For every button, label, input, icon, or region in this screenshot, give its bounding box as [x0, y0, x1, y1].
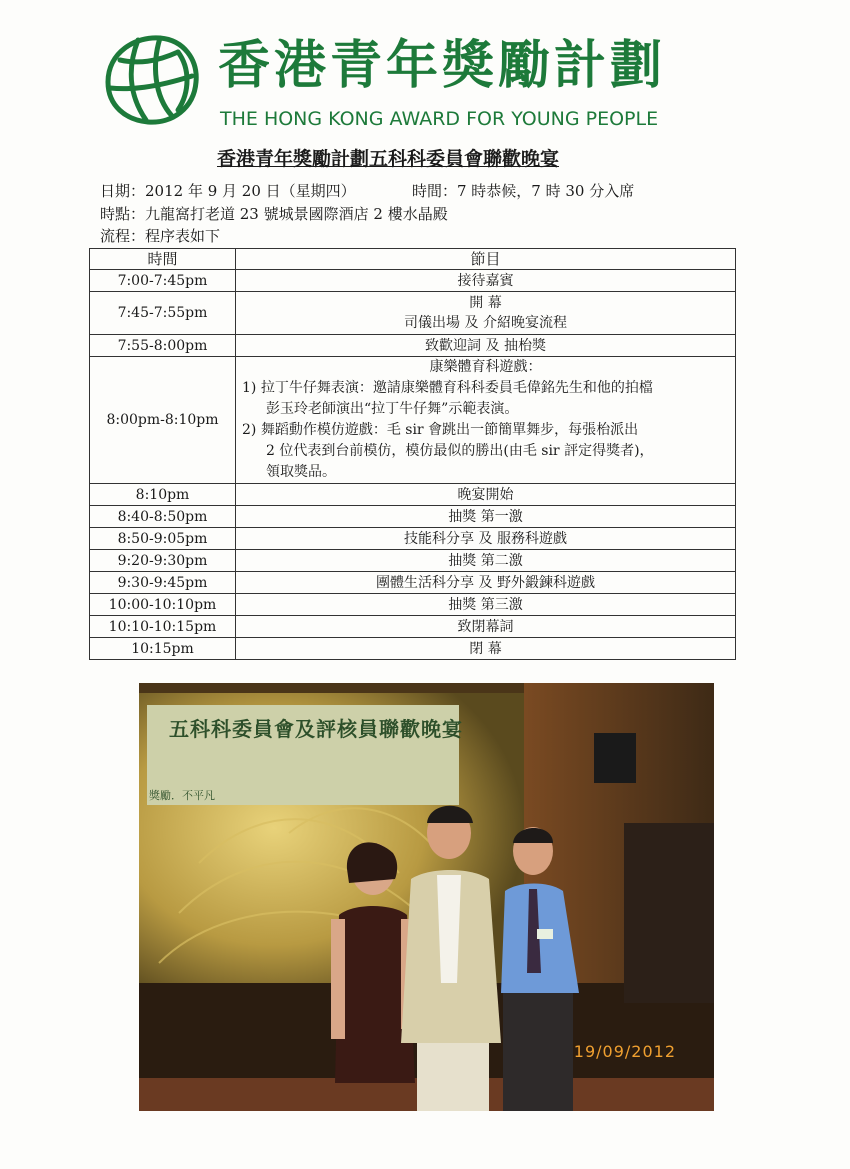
table-row [90, 270, 736, 292]
header-item: 節目 [236, 249, 736, 270]
table-row [90, 550, 736, 572]
item-line: 1) 拉丁牛仔舞表演：邀請康樂體育科科委員毛偉銘先生和他的拍檔 [242, 380, 653, 396]
item-cell: 抽獎 第二激 [236, 550, 736, 572]
event-photo [139, 683, 714, 1111]
item-line: 開 幕 [469, 295, 502, 311]
document-title: 香港青年獎勵計劃五科科委員會聯歡晚宴 [217, 148, 560, 170]
banner-slogan: 獎勵．不平凡 [149, 789, 215, 802]
table-row [90, 506, 736, 528]
table-row [90, 616, 736, 638]
time-cell: 7:00-7:45pm [90, 270, 236, 292]
item-cell: 接待嘉賓 [236, 270, 736, 292]
table-row [90, 594, 736, 616]
time-cell: 9:20-9:30pm [90, 550, 236, 572]
table-row [90, 357, 736, 484]
item-cell: 晚宴開始 [236, 484, 736, 506]
table-row [90, 572, 736, 594]
table-row [90, 528, 736, 550]
org-name-chinese: 香港青年獎勵計劃 [218, 36, 667, 96]
event-time: 時間：7 時恭候，7 時 30 分入席 [412, 182, 635, 200]
item-cell [236, 292, 736, 335]
time-cell: 10:15pm [90, 638, 236, 660]
time-cell: 7:45-7:55pm [90, 292, 236, 335]
item-line: 司儀出場 及 介紹晚宴流程 [404, 315, 567, 331]
time-cell: 8:10pm [90, 484, 236, 506]
program-intro: 流程：程序表如下 [100, 227, 221, 245]
time-cell: 10:00-10:10pm [90, 594, 236, 616]
photo-date-stamp: 19/09/2012 [573, 1042, 676, 1061]
time-cell: 7:55-8:00pm [90, 335, 236, 357]
time-cell: 10:10-10:15pm [90, 616, 236, 638]
table-row [90, 638, 736, 660]
time-cell: 8:50-9:05pm [90, 528, 236, 550]
schedule-table [89, 248, 736, 660]
time-cell: 8:40-8:50pm [90, 506, 236, 528]
item-line: 領取獎品。 [266, 464, 336, 480]
item-cell [236, 357, 736, 484]
item-cell: 閉 幕 [236, 638, 736, 660]
globe-logo-icon [98, 30, 202, 128]
item-line: 彭玉玲老師演出“拉丁牛仔舞”示範表演。 [266, 401, 519, 417]
table-row [90, 335, 736, 357]
item-cell: 抽獎 第一激 [236, 506, 736, 528]
event-date: 日期：2012 年 9 月 20 日（星期四） [100, 182, 356, 200]
item-cell: 致歡迎詞 及 抽枱獎 [236, 335, 736, 357]
item-cell: 致閉幕詞 [236, 616, 736, 638]
table-row [90, 484, 736, 506]
org-name-english: THE HONG KONG AWARD FOR YOUNG PEOPLE [220, 108, 659, 130]
time-cell: 9:30-9:45pm [90, 572, 236, 594]
banner-title: 五科科委員會及評核員聯歡晚宴 [169, 717, 463, 741]
header-time: 時間 [90, 249, 236, 270]
event-venue: 時點：九龍窩打老道 23 號城景國際酒店 2 樓水晶殿 [100, 205, 448, 223]
item-cell: 抽獎 第三激 [236, 594, 736, 616]
time-cell: 8:00pm-8:10pm [90, 357, 236, 484]
table-row [90, 292, 736, 335]
table-header-row [90, 249, 736, 270]
item-cell: 技能科分享 及 服務科遊戲 [236, 528, 736, 550]
item-line: 2) 舞蹈動作模仿遊戲：毛 sir 會跳出一節簡單舞步，每張枱派出 [242, 422, 639, 438]
item-cell: 團體生活科分享 及 野外鍛鍊科遊戲 [236, 572, 736, 594]
item-heading: 康樂體育科遊戲： [429, 359, 542, 375]
item-line: 2 位代表到台前模仿，模仿最似的勝出(由毛 sir 評定得獎者)， [266, 443, 654, 459]
